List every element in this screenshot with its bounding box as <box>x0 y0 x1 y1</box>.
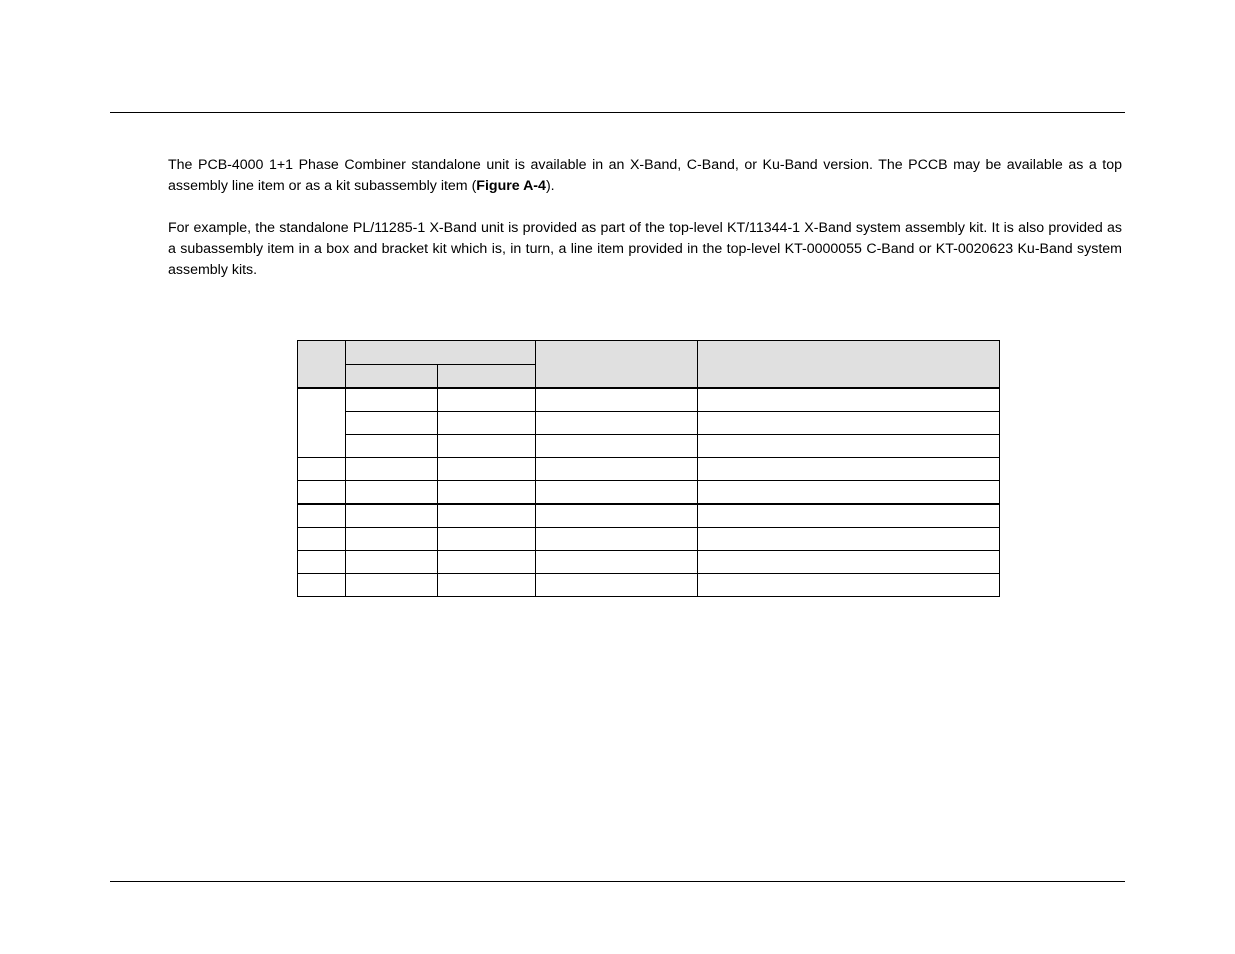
header-sub-cell-2 <box>438 365 536 389</box>
table-cell <box>298 551 346 574</box>
table-cell <box>298 481 346 505</box>
table-cell <box>536 388 698 412</box>
table-cell <box>438 551 536 574</box>
table-row <box>298 481 1000 505</box>
table-cell <box>346 481 438 505</box>
table-cell <box>438 412 536 435</box>
table-cell <box>698 528 1000 551</box>
table-cell <box>298 504 346 528</box>
table-cell <box>438 435 536 458</box>
table-cell <box>346 412 438 435</box>
table-cell <box>298 388 346 458</box>
footer-rule <box>110 881 1125 882</box>
table-cell <box>438 481 536 505</box>
table-cell <box>438 388 536 412</box>
table-cell <box>536 574 698 597</box>
table-cell <box>346 551 438 574</box>
header-cell-4 <box>698 341 1000 389</box>
table-row <box>298 528 1000 551</box>
table-cell <box>438 528 536 551</box>
table-cell <box>298 458 346 481</box>
intro-text-start: The PCB-4000 1+1 Phase Combiner standalone unit is available in an X-Band, C-Band, or Ku-Band version. The PCCB may be available as a top assembly line item or as a kit subassembly item ( <box>168 157 1122 194</box>
table-cell <box>346 458 438 481</box>
table-cell <box>298 574 346 597</box>
header-cell-group <box>346 341 536 365</box>
table-cell <box>346 388 438 412</box>
intro-text-end: ). <box>545 178 555 194</box>
table-row <box>298 551 1000 574</box>
table-cell <box>536 435 698 458</box>
intro-paragraph <box>168 155 1122 197</box>
table-row <box>298 458 1000 481</box>
table-cell <box>536 551 698 574</box>
header-cell-3 <box>536 341 698 389</box>
table-cell <box>698 435 1000 458</box>
table-cell <box>438 458 536 481</box>
table-row <box>298 435 1000 458</box>
table-cell <box>536 412 698 435</box>
table-cell <box>698 458 1000 481</box>
table-row <box>298 388 1000 412</box>
parts-table <box>297 340 1000 597</box>
table-row <box>298 504 1000 528</box>
table-cell <box>438 574 536 597</box>
table-cell <box>298 528 346 551</box>
table-cell <box>536 504 698 528</box>
header-rule <box>110 112 1125 113</box>
table-cell <box>346 528 438 551</box>
table-cell <box>698 481 1000 505</box>
figure-reference: Figure A-4 <box>476 178 546 194</box>
table-cell <box>698 388 1000 412</box>
table-row <box>298 412 1000 435</box>
table-cell <box>438 504 536 528</box>
table-cell <box>698 412 1000 435</box>
table-cell <box>698 551 1000 574</box>
header-cell-item <box>298 341 346 389</box>
table-cell <box>346 574 438 597</box>
table-cell <box>698 504 1000 528</box>
table-cell <box>536 481 698 505</box>
table-cell <box>346 504 438 528</box>
table-cell <box>536 458 698 481</box>
table-row <box>298 574 1000 597</box>
table-cell <box>346 435 438 458</box>
table-header-row <box>298 341 1000 365</box>
example-paragraph: For example, the standalone PL/11285-1 X-Band unit is provided as part of the top-level KT/11344-1 X-Band system assembly kit. It is also provided as a subassembly item in a box and bracket kit which is, in turn, a line item provided in the top-level KT-0000055 C-Band or KT-0020623 Ku-Band system assembly kits. <box>168 220 1122 278</box>
header-sub-cell-1 <box>346 365 438 389</box>
table-cell <box>536 528 698 551</box>
table-cell <box>698 574 1000 597</box>
